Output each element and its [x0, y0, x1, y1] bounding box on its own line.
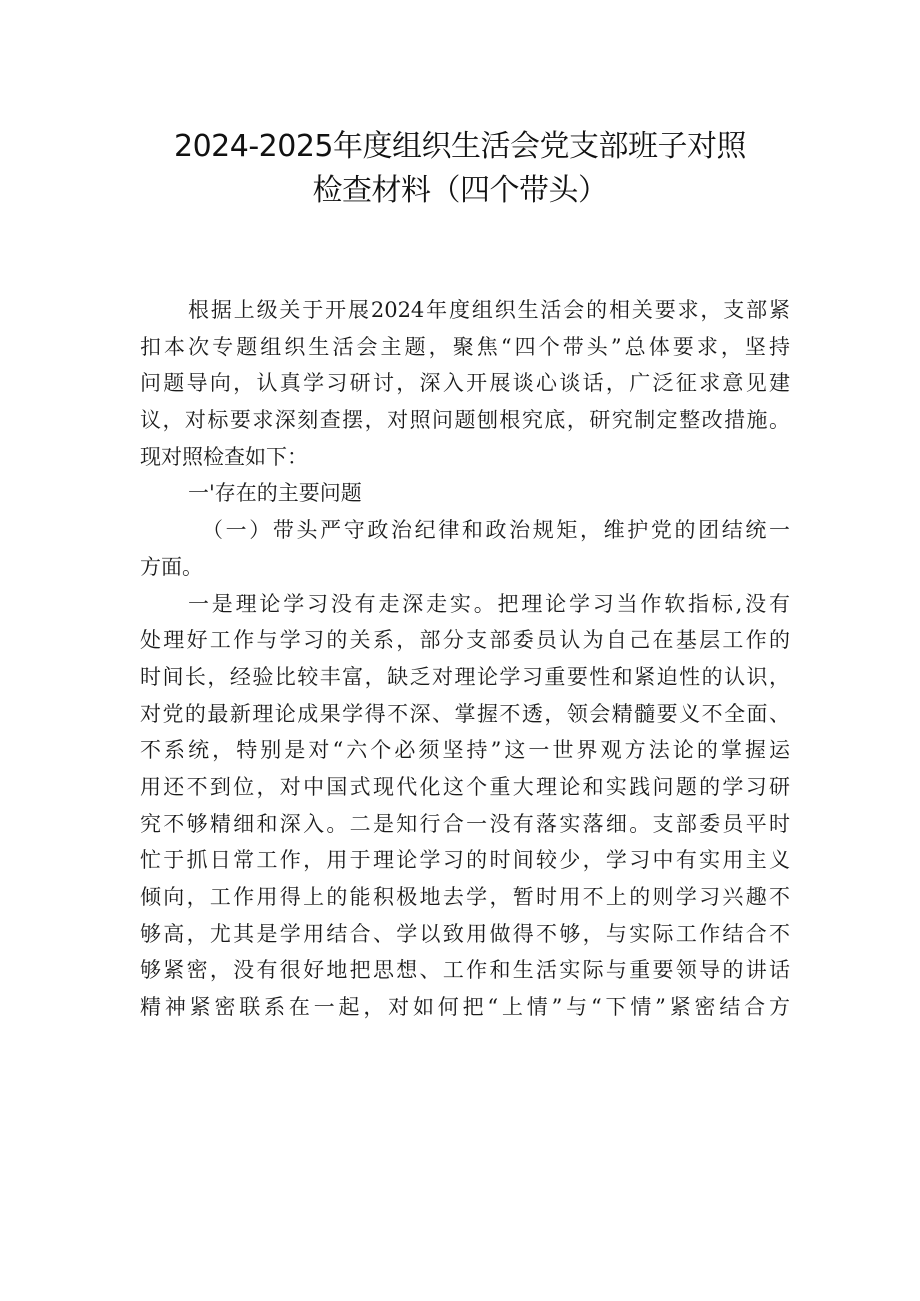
body-line: 究不够精细和深入。二是知行合一没有落实落细。支部委员平时	[140, 811, 790, 836]
body-line: 精神紧密联系在一起，对如何把“上情”与“下情”紧密结合方	[140, 995, 790, 1020]
body-line: 时间长，经验比较丰富，缺乏对理论学习重要性和紧迫性的认识，	[140, 664, 790, 689]
body-line: 议，对标要求深刻查摆，对照问题刨根究底，研究制定整改措施。	[140, 408, 790, 433]
document-body	[140, 292, 790, 1026]
subsection-heading: （一）带头严守政治纪律和政治规矩，维护党的团结统一	[202, 518, 790, 543]
body-line: 处理好工作与学习的关系，部分支部委员认为自己在基层工作的	[140, 628, 790, 653]
body-line: 扣本次专题组织生活会主题，聚焦“四个带头”总体要求，坚持	[140, 334, 790, 359]
body-line: 够紧密，没有很好地把思想、工作和生活实际与重要领导的讲话	[140, 958, 790, 983]
body-line: 对党的最新理论成果学得不深、掌握不透，领会精髓要义不全面、	[140, 701, 790, 726]
body-line: 用还不到位，对中国式现代化这个重大理论和实践问题的学习研	[140, 774, 790, 799]
body-line: 现对照检查如下：	[140, 444, 308, 469]
body-line: 一是理论学习没有走深走实。把理论学习当作软指标,没有	[188, 591, 790, 616]
body-line: 方面。	[140, 554, 203, 579]
body-line: 根据上级关于开展2024年度组织生活会的相关要求，支部紧	[188, 298, 790, 322]
section-heading: 一'存在的主要问题	[188, 481, 362, 506]
body-line: 不系统，特别是对“六个必须坚持”这一世界观方法论的掌握运	[140, 738, 790, 763]
document-title-line-2: 检查材料（四个带头）	[312, 173, 608, 208]
document-title-line-1: 2024-2025年度组织生活会党支部班子对照	[173, 129, 747, 164]
body-line: 够高，尤其是学用结合、学以致用做得不够，与实际工作结合不	[140, 921, 790, 946]
body-line: 忙于抓日常工作，用于理论学习的时间较少，学习中有实用主义	[140, 848, 790, 873]
body-line: 倾向，工作用得上的能积极地去学，暂时用不上的则学习兴趣不	[140, 885, 790, 909]
body-line: 问题导向，认真学习研讨，深入开展谈心谈话，广泛征求意见建	[140, 371, 790, 396]
